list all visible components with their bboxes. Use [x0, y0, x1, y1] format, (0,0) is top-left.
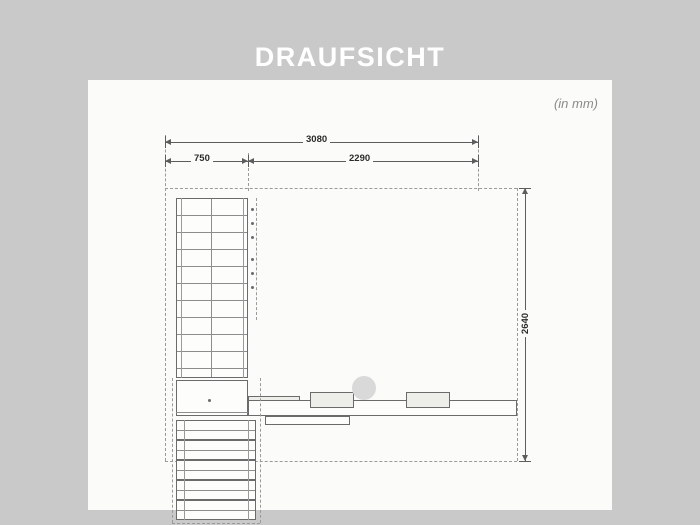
cabinet-edge-guide	[256, 198, 257, 320]
knob-icon	[208, 399, 211, 402]
dim-label-left-seg: 750	[191, 153, 213, 164]
dim-tick-total-left	[165, 136, 166, 148]
room-boundary-left	[165, 188, 166, 461]
tall-cabinet-outer	[176, 198, 248, 378]
hardware-dot	[251, 272, 254, 275]
dim-tick-depth-bottom	[519, 461, 531, 462]
drawer-unit-4	[176, 480, 256, 500]
worktop-slab	[248, 400, 517, 416]
cabinet-divider	[211, 199, 212, 377]
drawer-unit-2	[176, 440, 256, 460]
unit-note: (in mm)	[553, 96, 598, 111]
room-boundary-right	[517, 188, 518, 461]
drawer-unit-5	[176, 500, 256, 520]
dim-arrow-right-seg-l	[248, 158, 254, 164]
dim-tick-depth-top	[519, 188, 531, 189]
hardware-dot	[251, 258, 254, 261]
drawer-stack-side-guide	[172, 378, 173, 523]
middle-base-cabinet	[176, 380, 248, 416]
dim-label-total: 3080	[303, 134, 330, 145]
drawer-stack-rail-left	[184, 420, 185, 520]
drawer-stack-side-guide-right	[260, 378, 261, 523]
dim-label-depth: 2640	[520, 310, 531, 337]
drawer-stack-rail-right	[248, 420, 249, 520]
tall-cabinet-inner-left	[181, 198, 182, 378]
dim-tick-2290-right	[478, 155, 479, 167]
middle-base-front-edge	[176, 412, 248, 413]
tall-cabinet-inner-right	[243, 198, 244, 378]
drawer-stack-bottom-guide	[172, 523, 260, 524]
worktop-front-extension	[265, 416, 350, 425]
drawer-unit-3	[176, 460, 256, 480]
hardware-dot	[251, 236, 254, 239]
page-title: DRAUFSICHT	[254, 42, 446, 72]
hardware-dot	[251, 222, 254, 225]
drawing-sheet	[88, 80, 612, 510]
hardware-dot	[251, 208, 254, 211]
hob-right	[406, 392, 450, 408]
dim-label-right-seg: 2290	[346, 153, 373, 164]
dim-tick-total-right	[478, 136, 479, 148]
drawer-unit-1	[176, 420, 256, 440]
hob-left	[310, 392, 354, 408]
dim-tick-750-left	[165, 155, 166, 167]
ceiling-light-icon	[352, 376, 376, 400]
room-boundary-top	[165, 188, 517, 189]
hardware-dot	[251, 286, 254, 289]
